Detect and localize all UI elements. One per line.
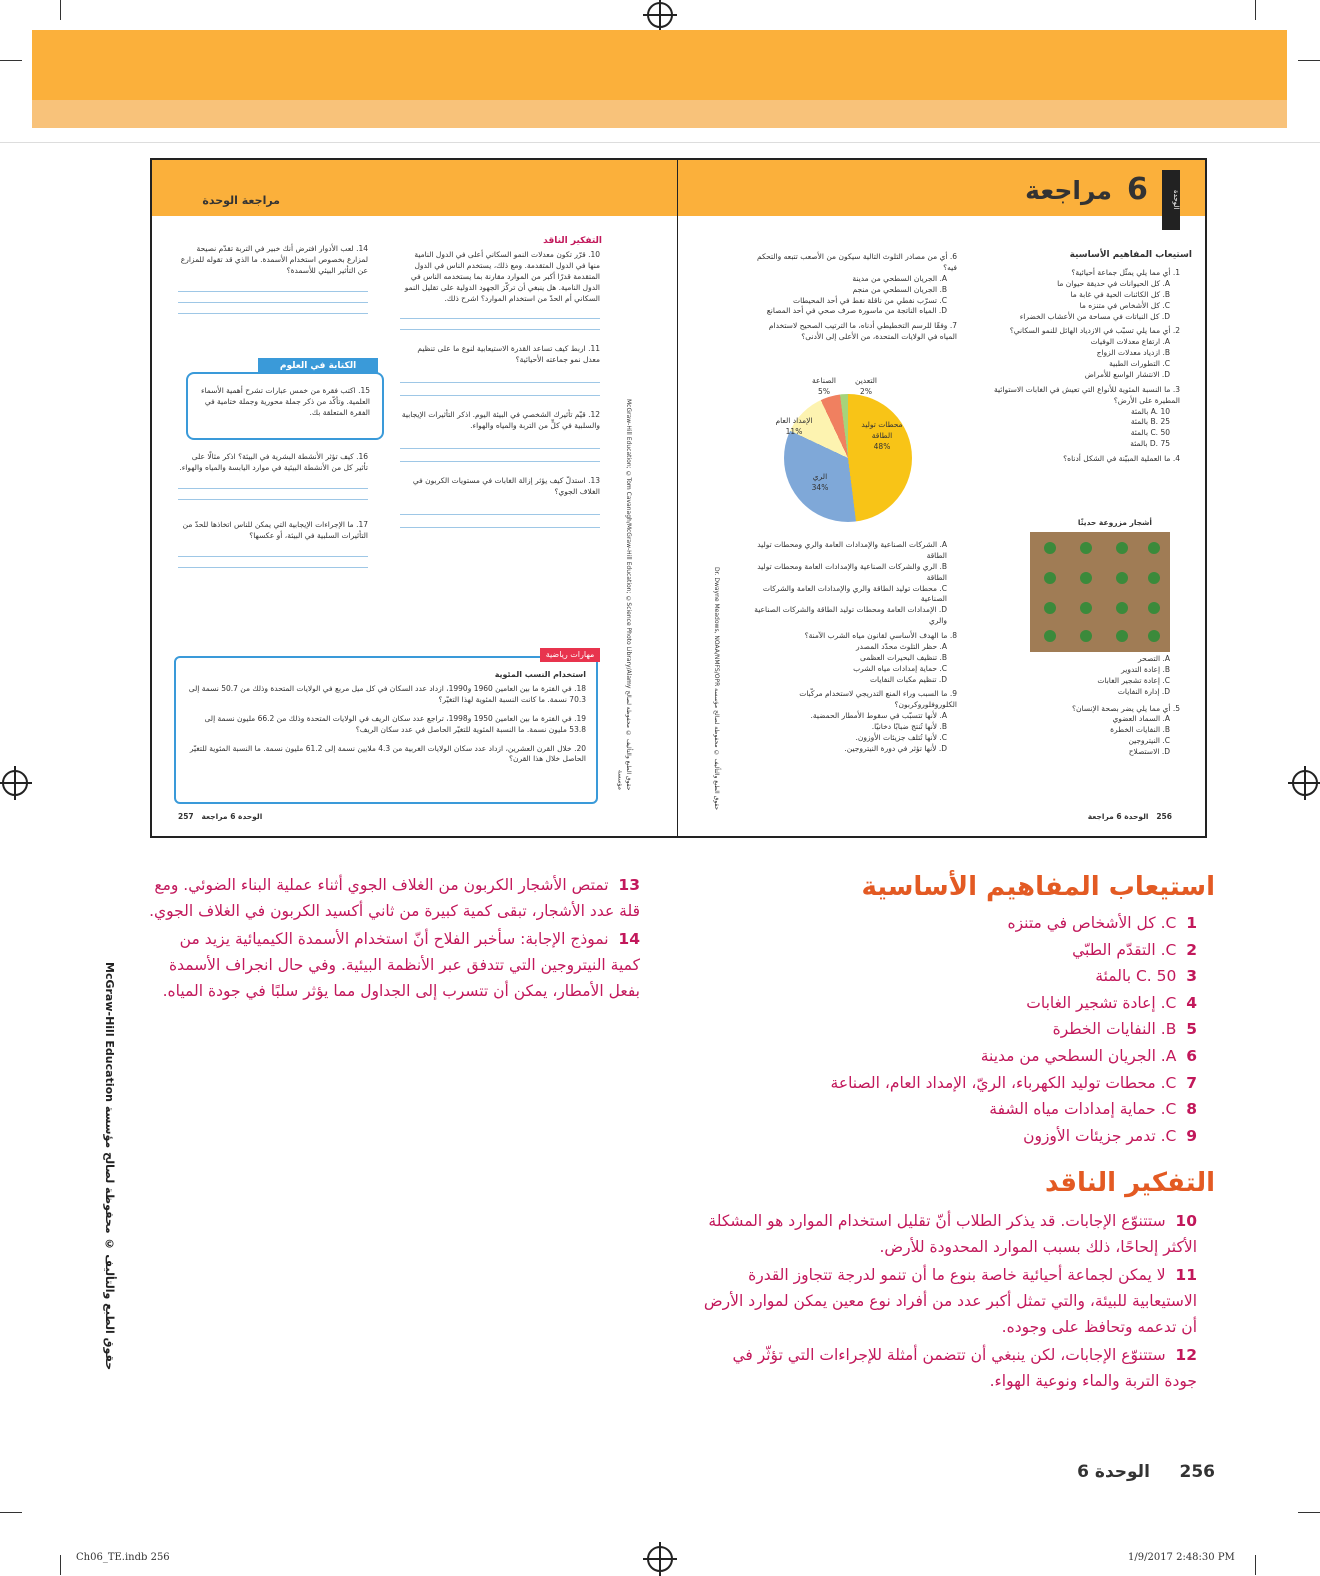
option: D. المياه الناتجة من ماسورة صرف صحي في أحد المصانع bbox=[766, 306, 947, 316]
option: B. الري والشركات الصناعية والإمدادات العامة ومحطات توليد الطاقة bbox=[757, 561, 947, 582]
answer-line bbox=[178, 499, 368, 500]
print-slug-date: 1/9/2017 2:48:30 PM bbox=[1128, 1552, 1235, 1563]
answer-item: 8 C. حماية إمدادات مياه الشفة bbox=[989, 1100, 1197, 1119]
option: C. التطورات الطبية bbox=[1109, 359, 1170, 368]
answer-item: 7 C. محطات توليد الكهرباء، الريّ، الإمداد العام، الصناعة bbox=[830, 1073, 1197, 1092]
answer-item: 10 ستتنوّع الإجابات. قد يذكر الطلاب أنّ تقليل استخدام الموارد هو المشكلة الأكثر إلحاحًا، ذلك بسبب الموارد المحدودة للأرض. bbox=[708, 1212, 1197, 1256]
answer-line bbox=[178, 488, 368, 489]
crop-mark bbox=[1255, 1555, 1256, 1575]
crop-mark bbox=[1298, 1512, 1320, 1513]
answer-item: 3 C. 50 بالمئة bbox=[1095, 967, 1197, 986]
item-18: 18. في الفترة ما بين العامين 1960 و1990، ازداد عدد السكان في كل ميل مربع في الولايات المتحدة وذلك من 50.7 نسمة إلى 70.3 نسمة. ما كانت النسبة المئوية لهذا التغيّر؟ bbox=[188, 684, 586, 704]
option: B. 25 بالمئة bbox=[1130, 417, 1170, 427]
option: D. إدارة النفايات bbox=[1117, 686, 1170, 696]
tree-icon bbox=[1116, 602, 1128, 614]
critical-thinking-title: التفكير الناقد bbox=[1044, 1168, 1215, 1198]
crop-mark bbox=[1298, 60, 1320, 61]
item-11: 11. اربط كيف تساعد القدرة الاستيعابية لنوع ما على تنظيم معدل نمو جماعته الأحيائية؟ bbox=[417, 344, 600, 365]
item-12: 12. قيّم تأثيرك الشخصي في البيئة اليوم. اذكر التأثيرات الإيجابية والسلبية في كلٍّ من التربة والمياه والهواء. bbox=[401, 410, 600, 430]
answer-line bbox=[400, 318, 600, 319]
option: D. 75 بالمئة bbox=[1130, 439, 1170, 449]
tree-icon bbox=[1080, 572, 1092, 584]
questions-1-3 bbox=[980, 268, 1180, 465]
tree-icon bbox=[1148, 630, 1160, 642]
tree-icon bbox=[1148, 542, 1160, 554]
tree-icon bbox=[1080, 542, 1092, 554]
item-15: 15. اكتب فقرة من خمس عبارات تشرح أهمية الأسماء العلمية. وتأكّد من ذكر جملة محورية وجملة ختامية في الفقرة المتعلقة بك. bbox=[200, 386, 370, 417]
questions-6-7 bbox=[752, 252, 957, 343]
answer-item: 2 C. التقدّم الطبّي bbox=[1072, 940, 1197, 959]
option: C. لأنها تُتلف جزيئات الأوزون. bbox=[855, 732, 947, 742]
option: B. ازدياد معدلات الزواج bbox=[1096, 348, 1170, 358]
crop-mark bbox=[0, 60, 22, 61]
option: A. التصحر bbox=[1137, 654, 1170, 663]
critical-thinking-heading: التفكير الناقد bbox=[543, 236, 602, 246]
option: A. لأنها تتسبّب في سقوط الأمطار الحمضية. bbox=[810, 711, 947, 721]
right-page-header bbox=[678, 160, 1205, 216]
answer-line bbox=[178, 567, 368, 568]
pie-label-irrigation: الري 34% bbox=[811, 472, 829, 492]
item-17: 17. ما الإجراءات الإيجابية التي يمكن للناس اتخاذها للحدّ من التأثيرات السلبية في البيئة، أو عكسها؟ bbox=[182, 519, 368, 540]
option: A. كل الحيوانات في حديقة حيوان ما bbox=[1057, 278, 1170, 288]
item-13: 13. استدلّ كيف يؤثر إزالة الغابات في مستويات الكربون في الغلاف الجوي؟ bbox=[412, 475, 600, 496]
option: D. الانتشار الواسع للأمراض bbox=[1084, 369, 1170, 379]
item-10: 10. قرّر تكون معدلات النمو السكاني أعلى في الدول النامية منها في الدول المتقدمة. ومع ذلك، يستخدم الناس في الدول المتقدمة قدرًا أكبر من الموارد مقارنة بما يستخدمه الناس في الدول النامية. هل ينبغي أن تركّز الجهود الدولية على تقليل النمو السكاني أم الحدّ من استخدام الموارد؟ اشرح ذلك. bbox=[404, 250, 600, 303]
registration-mark-icon bbox=[2, 770, 28, 796]
question-4: 4. ما العملية المبيّنة في الشكل أدناه؟ bbox=[1063, 454, 1180, 463]
tree-icon bbox=[1116, 630, 1128, 642]
question-5: 5. أي مما يلي يضر بصحة الإنسان؟ bbox=[1072, 703, 1180, 713]
option: B. الجريان السطحي من منجم bbox=[852, 284, 947, 294]
answer-item: 5 B. النفايات الخطرة bbox=[1052, 1020, 1197, 1039]
pie-label-industry: الصناعة 5% bbox=[812, 376, 836, 396]
critical-items-col bbox=[400, 250, 600, 528]
option: D. الاستصلاح bbox=[1128, 747, 1170, 756]
option: B. تنظيف البحيرات العظمى bbox=[860, 652, 947, 662]
unit-number: 6 bbox=[1127, 172, 1148, 207]
answer-line bbox=[400, 395, 600, 396]
option: D. تنظيم مكبات النفايات bbox=[870, 674, 947, 684]
question-1: 1. أي مما يلي يمثّل جماعة أحيائية؟ bbox=[1071, 268, 1180, 277]
crop-mark bbox=[1255, 0, 1256, 20]
item-14: 14. لعب الأدوار افترض أنك خبير في التربة تقدّم نصيحة لمزارع بخصوص استخدام الأسمدة. ما الذي قد تقوله للمزارع عن التأثير البيئي للأسمدة؟ bbox=[180, 244, 368, 275]
tree-icon bbox=[1148, 572, 1160, 584]
item-20: 20. خلال القرن العشرين، ازداد عدد سكان الولايات الغربية من 4.3 ملايين نسمة إلى 61.2 مليون نسمة. ما النسبة المئوية للتغيّر الحاصل خلال هذا القرن؟ bbox=[189, 743, 586, 764]
answer-line bbox=[178, 556, 368, 557]
top-band-strip bbox=[32, 100, 1287, 128]
pie-label-power: محطات توليد الطاقة 48% bbox=[861, 420, 903, 451]
tree-icon bbox=[1044, 572, 1056, 584]
registration-mark-icon bbox=[1292, 770, 1318, 796]
option: D. كل النباتات في مساحة من الأعشاب الخضراء bbox=[1019, 311, 1170, 321]
answer-item: 1 C. كل الأشخاص في متنزه bbox=[1007, 914, 1197, 932]
tree-icon bbox=[1080, 602, 1092, 614]
option: B. إعادة التدوير bbox=[1121, 664, 1170, 674]
tree-icon bbox=[1116, 542, 1128, 554]
option: A. حظر التلوث محدّد المصدر bbox=[856, 641, 947, 651]
math-title: استخدام النسب المئوية bbox=[494, 670, 586, 679]
questions-4-5 bbox=[1032, 654, 1180, 758]
option: A. 10 بالمئة bbox=[1131, 406, 1170, 416]
option: A. الشركات الصناعية والإمدادات العامة والري ومحطات توليد الطاقة bbox=[757, 540, 947, 560]
option: B. النفايات الخطرة bbox=[1110, 725, 1170, 735]
item-16: 16. كيف تؤثر الأنشطة البشرية في البيئة؟ اذكر مثالًا على تأثير كل من الأنشطة البيئية في موارد اليابسة والمياه والهواء. bbox=[179, 452, 368, 472]
answer-line bbox=[178, 313, 368, 314]
answer-item: 14 نموذج الإجابة: سأخبر الفلاح أنّ استخدام الأسمدة الكيميائية يزيد من كمية النيتروجين التي تتدفق عبر الأنظمة البيئية. وفي حال انجراف الأسمدة بفعل الأمطار، يمكن أن تتسرب إلى الجداول مما يؤثر سلبًا في جودة المياه. bbox=[162, 930, 640, 1000]
option: C. تسرّب نفطي من ناقلة نفط في أحد المحيطات bbox=[793, 295, 947, 305]
tree-icon bbox=[1044, 602, 1056, 614]
answer-line bbox=[400, 448, 600, 449]
option: C. إعادة تشجير الغابات bbox=[1097, 675, 1170, 685]
answer-item: 12 ستتنوّع الإجابات، لكن ينبغي أن تتضمن أمثلة للإجراءات التي تؤثّر في جودة التربة والماء ونوعية الهواء. bbox=[732, 1346, 1197, 1390]
crop-mark bbox=[60, 0, 61, 20]
right-page-footer: 256 الوحدة 6 مراجعة bbox=[1087, 812, 1172, 821]
review-title: مراجعة bbox=[1025, 176, 1112, 205]
divider bbox=[0, 142, 1320, 143]
figure-caption: أشجار مزروعة حديثًا bbox=[1077, 518, 1152, 527]
question-9: 9. ما السبب وراء المنع التدريجي لاستخدام مركّبات الكلوروفلوروكربون؟ bbox=[799, 689, 957, 710]
writing-banner: الكتابة في العلوم bbox=[258, 358, 378, 374]
answer-line bbox=[400, 382, 600, 383]
core-concepts-heading: استيعاب المفاهيم الأساسية bbox=[1069, 250, 1192, 260]
left-page-header bbox=[152, 160, 677, 216]
pie-label-mining: التعدين 2% bbox=[855, 376, 877, 396]
side-copyright: حقوق الطبع والتأليف © محفوظة لصالح مؤسسة McGraw-Hill Education bbox=[103, 961, 116, 1370]
option: C. 50 بالمئة bbox=[1130, 428, 1170, 438]
answer-line bbox=[400, 514, 600, 515]
answer-item: 4 C. إعادة تشجير الغابات bbox=[1026, 993, 1197, 1012]
option: B. لأنها تُنتج ضبابًا دخانيًا. bbox=[871, 722, 947, 731]
math-items bbox=[186, 684, 586, 765]
photo-credit-left: McGraw-Hill Education; ©Tom Cavanagh/McGraw-Hill Education; ©Science Photo Library/Alamy حقوق الطبع والتأليف © محفوظة لصالح مؤسسة bbox=[616, 398, 632, 790]
critical-items-col3 bbox=[178, 452, 368, 568]
print-slug-file: Ch06_TE.indb 256 bbox=[76, 1552, 170, 1563]
option: D. لأنها تؤثر في دورة النيتروجين. bbox=[844, 743, 947, 753]
option: C. النيتروجين bbox=[1128, 736, 1170, 746]
water-use-pie-chart bbox=[784, 394, 912, 522]
photo-credit-right: Dr. Dwayne Meadows, NOAA/NMFS/OPR حقوق الطبع والتأليف © محفوظة لصالح مؤسسة bbox=[713, 566, 720, 810]
option: A. ارتفاع معدلات الوفيات bbox=[1090, 337, 1170, 347]
answer-line bbox=[178, 302, 368, 303]
questions-7-9 bbox=[752, 540, 957, 755]
page-footer: 256 الوحدة 6 bbox=[1077, 1462, 1215, 1482]
question-7: 7. وفقًا للرسم التخطيطي أدناه، ما الترتيب الصحيح لاستخدام المياه في الولايات المتحدة، من الأعلى إلى الأدنى؟ bbox=[768, 321, 957, 342]
answer-line bbox=[178, 291, 368, 292]
answer-item: 11 لا يمكن لجماعة أحيائية خاصة بنوع ما أن تنمو لدرجة تتجاوز القدرة الاستيعابية للبيئة، والتي تمثل أكبر عدد من أفراد نوع معين يمكن لموارد الأرض أن تدعمه وتحافظ على وجوده. bbox=[703, 1266, 1197, 1336]
tree-icon bbox=[1116, 572, 1128, 584]
option: A. السماد العضوي bbox=[1112, 714, 1170, 724]
option: C. محطات توليد الطاقة والري والإمدادات العامة والشركات الصناعية bbox=[762, 583, 947, 604]
spine-line bbox=[677, 160, 678, 836]
tree-icon bbox=[1148, 602, 1160, 614]
writing-in-science-box bbox=[186, 361, 384, 440]
tree-icon bbox=[1044, 630, 1056, 642]
option: A. الجريان السطحي من مدينة bbox=[852, 273, 947, 283]
answer-item: 9 C. تدمر جزيئات الأوزون bbox=[1023, 1126, 1197, 1145]
answer-item: 13 تمتص الأشجار الكربون من الغلاف الجوي أثناء عملية البناء الضوئي. ومع قلة عدد الأشجار، تبقى كمية كبيرة من ثاني أكسيد الكربون في الغلاف الجوي. bbox=[149, 876, 640, 920]
crop-mark bbox=[60, 1555, 61, 1575]
registration-mark-icon bbox=[647, 2, 673, 28]
math-skills-box bbox=[174, 650, 598, 804]
critical-answers-list bbox=[700, 1208, 1197, 1394]
left-page-footer: 257 الوحدة 6 مراجعة bbox=[178, 812, 263, 821]
option: D. الإمدادات العامة ومحطات توليد الطاقة والشركات الصناعية والري bbox=[754, 605, 947, 626]
left-answers-list bbox=[148, 872, 640, 1004]
option: C. حماية إمدادات مياه الشرب bbox=[853, 663, 947, 673]
math-skills-tag: مهارات رياضية bbox=[540, 648, 600, 662]
core-concepts-title: استيعاب المفاهيم الأساسية bbox=[861, 872, 1215, 902]
answer-line bbox=[400, 527, 600, 528]
student-page-spread bbox=[150, 158, 1207, 838]
tree-icon bbox=[1080, 630, 1092, 642]
critical-items-col2 bbox=[178, 244, 368, 314]
option: B. كل الكائنات الحية في غابة ما bbox=[1070, 289, 1170, 299]
option: C. كل الأشخاص في متنزه ما bbox=[1079, 300, 1170, 310]
answer-line bbox=[400, 329, 600, 330]
question-6: 6. أي من مصادر التلوث التالية سيكون من الأصعب تتبعه والتحكم فيه؟ bbox=[757, 252, 957, 272]
item-19: 19. في الفترة ما بين العامين 1950 و1998، تراجع عدد سكان الريف في الولايات المتحدة وذلك من 66.2 مليون نسمة إلى 53.8 مليون نسمة. ما النسبة المئوية للتغيّر الحاصل في عدد سكان الريف؟ bbox=[204, 713, 586, 734]
pie-label-public-supply: الإمداد العام 11% bbox=[775, 416, 813, 436]
core-answers-list bbox=[740, 910, 1197, 1149]
crop-mark bbox=[0, 1512, 22, 1513]
tree-icon bbox=[1044, 542, 1056, 554]
unit-tab: الوحدة bbox=[1162, 170, 1180, 230]
question-8: 8. ما الهدف الأساسي لقانون مياه الشرب الآمنة؟ bbox=[804, 631, 957, 640]
reforestation-photo bbox=[1030, 532, 1170, 652]
registration-mark-icon bbox=[647, 1546, 673, 1572]
answer-item: 6 A. الجريان السطحي من مدينة bbox=[980, 1046, 1197, 1065]
unit-review-header: مراجعة الوحدة bbox=[202, 194, 280, 207]
answer-line bbox=[400, 461, 600, 462]
question-3: 3. ما النسبة المئوية للأنواع التي تعيش في الغابات الاستوائية المطيرة على الأرض؟ bbox=[994, 384, 1180, 405]
question-2: 2. أي مما يلي تسبّب في الازدياد الهائل للنمو السكاني؟ bbox=[1009, 326, 1180, 336]
